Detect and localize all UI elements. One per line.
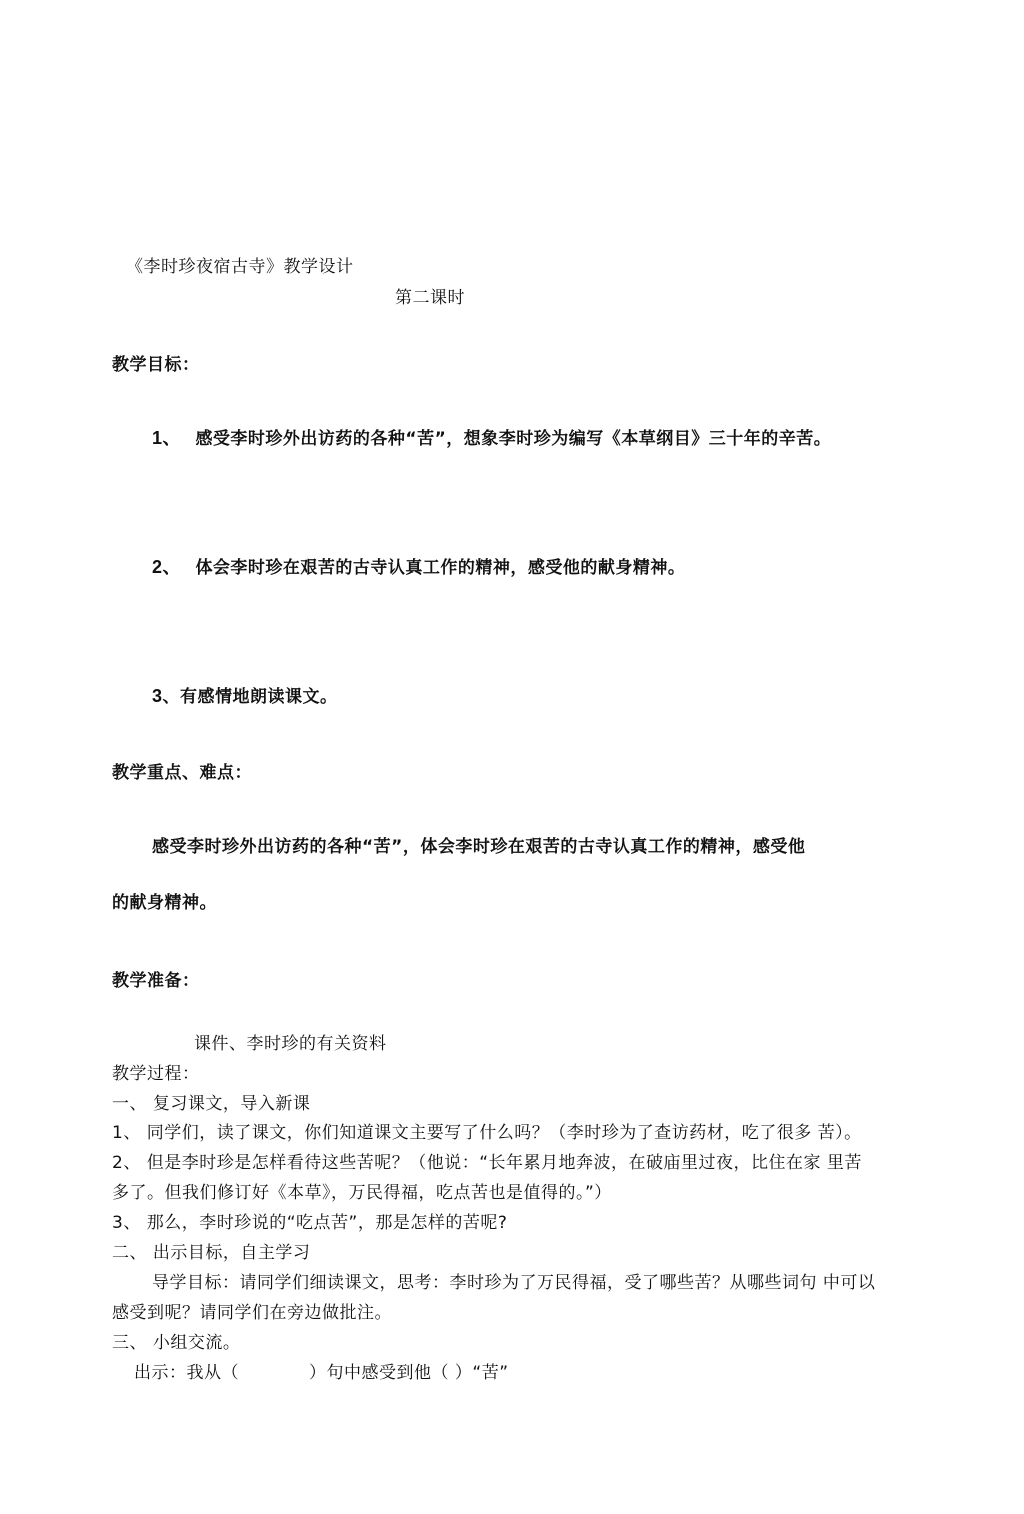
lesson-subtitle: 第二课时 <box>395 288 465 308</box>
question-2-line-2: 多了。但我们修订好《本草》，万民得福，吃点苦也是值得的。”） <box>112 1183 612 1203</box>
goal-2-text: 体会李时珍在艰苦的古寺认真工作的精神，感受他的献身精神。 <box>195 558 686 578</box>
document-title: 《李时珍夜宿古寺》教学设计 <box>126 257 354 277</box>
key-points-heading: 教学重点、难点： <box>112 763 252 783</box>
show-prompt: 出示：我从（ ）句中感受到他（ ）“苦” <box>134 1363 509 1383</box>
goal-3-text: 、有感情地朗读课文。 <box>162 687 338 707</box>
step-2-heading: 二、 出示目标，自主学习 <box>112 1243 311 1263</box>
goal-1-number: 1、 <box>152 428 182 448</box>
goal-3-number: 3 <box>152 686 163 706</box>
step-1-heading: 一、 复习课文，导入新课 <box>112 1094 311 1114</box>
question-2-line-1: 2、 但是李时珍是怎样看待这些苦呢？（他说：“长年累月地奔波，在破庙里过夜，比住在家 里苦 <box>112 1153 862 1173</box>
preparation-text: 课件、李时珍的有关资料 <box>194 1034 387 1054</box>
goal-item-1 <box>152 427 831 450</box>
goal-1-text: 感受李时珍外出访药的各种“苦”，想象李时珍为编写《本草纲目》三十年的辛苦。 <box>195 429 832 449</box>
goal-2-number: 2、 <box>152 557 182 577</box>
guide-goal-line-2: 感受到呢？请同学们在旁边做批注。 <box>112 1303 392 1323</box>
goal-item-2 <box>152 556 685 579</box>
goal-item-3 <box>152 685 338 708</box>
process-heading: 教学过程： <box>112 1064 200 1084</box>
key-points-text-line-1: 感受李时珍外出访药的各种“苦”，体会李时珍在艰苦的古寺认真工作的精神，感受他 <box>152 837 806 857</box>
key-points-text-line-2: 的献身精神。 <box>112 893 217 913</box>
guide-goal-line-1: 导学目标：请同学们细读课文，思考：李时珍为了万民得福，受了哪些苦？从哪些词句 中可以 <box>152 1273 876 1293</box>
preparation-heading: 教学准备： <box>112 971 200 991</box>
step-3-heading: 三、 小组交流。 <box>112 1333 241 1353</box>
goals-heading: 教学目标： <box>112 355 200 375</box>
question-1: 1、 同学们，读了课文，你们知道课文主要写了什么吗？（李时珍为了查访药材，吃了很多 苦）。 <box>112 1123 862 1143</box>
question-3: 3、 那么，李时珍说的“吃点苦”，那是怎样的苦呢? <box>112 1213 508 1233</box>
